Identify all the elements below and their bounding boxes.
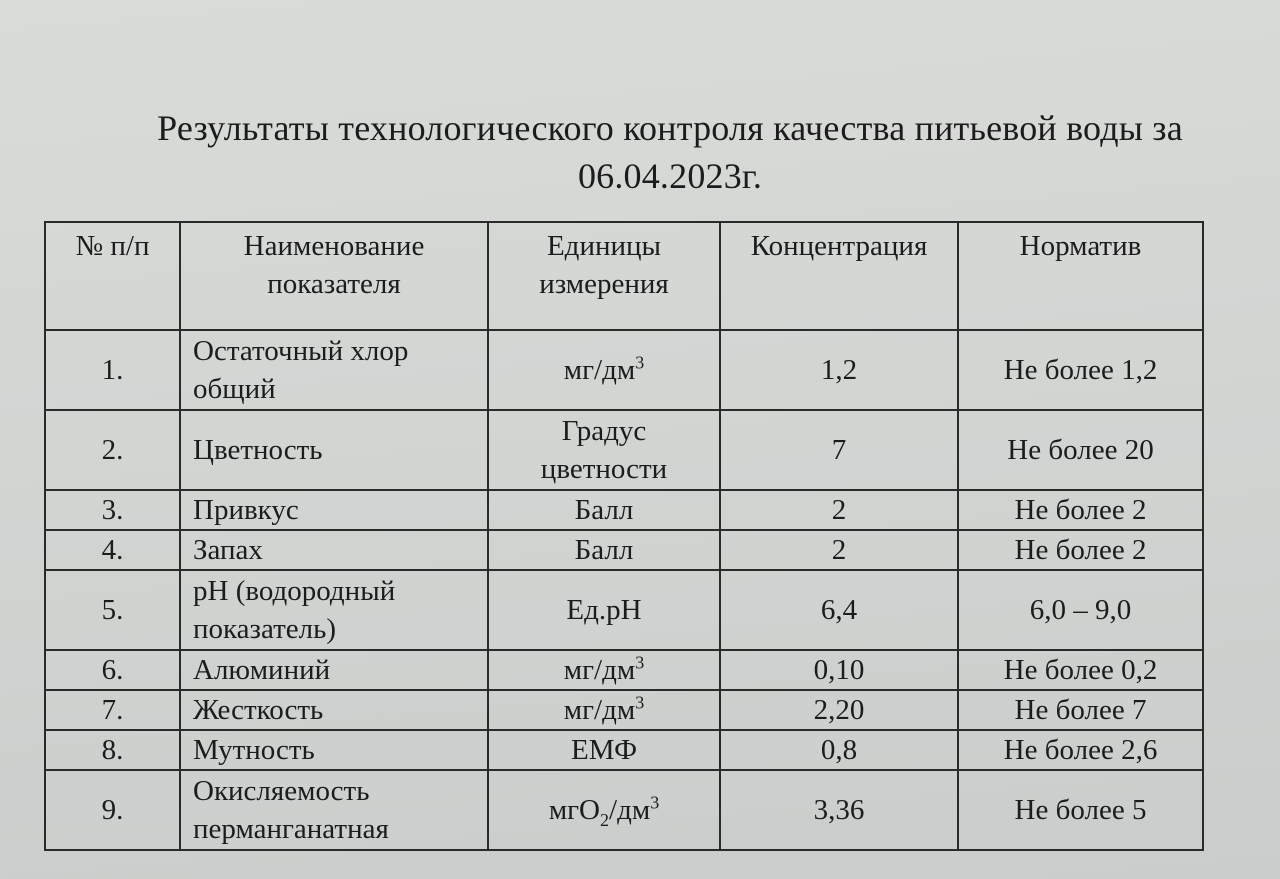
cell-norm: Не более 7 bbox=[958, 690, 1203, 730]
table-row bbox=[45, 770, 1203, 850]
table-header-row bbox=[45, 222, 1203, 330]
cell-concentration: 6,4 bbox=[720, 570, 958, 650]
cell-num: 2. bbox=[45, 410, 180, 490]
table-row bbox=[45, 530, 1203, 570]
table-row bbox=[45, 410, 1203, 490]
table-row bbox=[45, 730, 1203, 770]
header-norm: Норматив bbox=[958, 222, 1203, 330]
cell-concentration: 0,10 bbox=[720, 650, 958, 690]
cell-norm: Не более 2 bbox=[958, 490, 1203, 530]
cell-concentration: 2 bbox=[720, 490, 958, 530]
cell-num: 8. bbox=[45, 730, 180, 770]
cell-num: 4. bbox=[45, 530, 180, 570]
cell-norm: Не более 20 bbox=[958, 410, 1203, 490]
cell-num: 9. bbox=[45, 770, 180, 850]
cell-num: 6. bbox=[45, 650, 180, 690]
document-title bbox=[60, 104, 1280, 200]
cell-norm: Не более 1,2 bbox=[958, 330, 1203, 410]
table-row bbox=[45, 570, 1203, 650]
cell-concentration: 2 bbox=[720, 530, 958, 570]
cell-unit: $мг/дм^3$ bbox=[488, 330, 720, 410]
cell-norm: 6,0 – 9,0 bbox=[958, 570, 1203, 650]
cell-unit: Градус цветности bbox=[488, 410, 720, 490]
cell-name: Запах bbox=[180, 530, 488, 570]
cell-unit: $мг/дм^3$ bbox=[488, 690, 720, 730]
cell-concentration: 3,36 bbox=[720, 770, 958, 850]
cell-norm: Не более 0,2 bbox=[958, 650, 1203, 690]
cell-name: pH (водородный показатель) bbox=[180, 570, 488, 650]
cell-name: Привкус bbox=[180, 490, 488, 530]
header-unit: Единицы измерения bbox=[488, 222, 720, 330]
header-name: Наименование показателя bbox=[180, 222, 488, 330]
title-line-1: Результаты технологического контроля качества питьевой воды за bbox=[157, 108, 1183, 148]
table-row bbox=[45, 330, 1203, 410]
cell-unit: Балл bbox=[488, 490, 720, 530]
cell-name: Остаточный хлор общий bbox=[180, 330, 488, 410]
cell-name: Окисляемость перманганатная bbox=[180, 770, 488, 850]
cell-unit: Балл bbox=[488, 530, 720, 570]
cell-norm: Не более 5 bbox=[958, 770, 1203, 850]
cell-num: 3. bbox=[45, 490, 180, 530]
cell-concentration: 0,8 bbox=[720, 730, 958, 770]
cell-name: Мутность bbox=[180, 730, 488, 770]
cell-name: Цветность bbox=[180, 410, 488, 490]
cell-name: Алюминий bbox=[180, 650, 488, 690]
title-line-2: 06.04.2023г. bbox=[577, 156, 763, 196]
table-row bbox=[45, 650, 1203, 690]
cell-concentration: 7 bbox=[720, 410, 958, 490]
cell-concentration: 1,2 bbox=[720, 330, 958, 410]
cell-name: Жесткость bbox=[180, 690, 488, 730]
header-concentration: Концентрация bbox=[720, 222, 958, 330]
cell-norm: Не более 2 bbox=[958, 530, 1203, 570]
table-row bbox=[45, 490, 1203, 530]
cell-concentration: 2,20 bbox=[720, 690, 958, 730]
cell-unit: $мгО_2/дм^3$ bbox=[488, 770, 720, 850]
cell-norm: Не более 2,6 bbox=[958, 730, 1203, 770]
results-table bbox=[44, 221, 1204, 851]
cell-unit: ЕМФ bbox=[488, 730, 720, 770]
cell-num: 5. bbox=[45, 570, 180, 650]
header-num: № п/п bbox=[45, 222, 180, 330]
cell-num: 7. bbox=[45, 690, 180, 730]
cell-unit: $мг/дм^3$ bbox=[488, 650, 720, 690]
cell-unit: Ед.рН bbox=[488, 570, 720, 650]
cell-num: 1. bbox=[45, 330, 180, 410]
table-row bbox=[45, 690, 1203, 730]
